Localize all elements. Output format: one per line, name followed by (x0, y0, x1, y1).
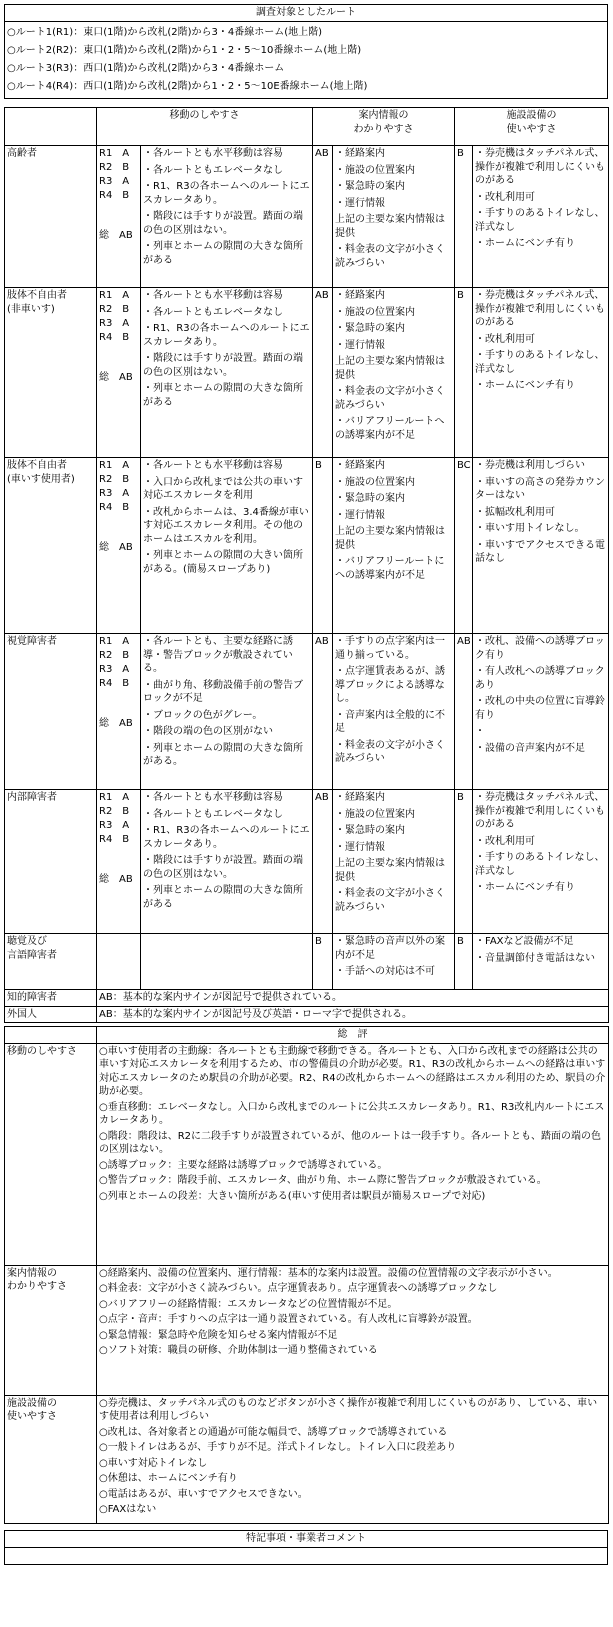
route-grade: R1 A (99, 460, 130, 471)
header-mobility: 移動のしやすさ (97, 108, 313, 146)
comment: ・曲がり角、移動設備手前の警告ブロックが不足 (143, 679, 303, 704)
summary-item: ○車いす対応トイレなし (99, 1457, 208, 1469)
comment: ・各ルートとも水平移動は容易 (143, 460, 283, 471)
facility-comments (473, 934, 609, 990)
route-grade: R3 A (99, 176, 130, 187)
summary-item: ○FAXはない (99, 1504, 157, 1515)
mobility-grades (97, 634, 141, 790)
assessment-wide-row (5, 990, 609, 1007)
comment: ・各ルートとも水平移動は容易 (143, 290, 283, 301)
comment: ・R1、R3の各ホームへのルートにエスカレータあり。 (143, 323, 310, 348)
group-label: 外国人 (5, 1006, 97, 1023)
route-grade: R4 B (99, 502, 130, 513)
comment: ・拡幅改札利用可 (475, 506, 555, 518)
comment: ・改札利用可 (475, 835, 535, 847)
comment: ・バリアフリールートにへの誘導案内が不足 (335, 556, 445, 581)
assessment-row (5, 934, 609, 990)
route-grade: R4 B (99, 834, 130, 845)
summary-item: ○緊急情報：緊急時や危険を知らせる案内情報が不足 (99, 1329, 338, 1341)
routes-list (5, 21, 608, 98)
summary-item: ○警告ブロック：階段手前、エスカレータ、曲がり角、ホーム際に警告ブロックが敷設されている。 (99, 1175, 547, 1186)
facility-grade: BC (455, 458, 473, 634)
mobility-grades (97, 288, 141, 458)
assessment-row (5, 634, 609, 790)
group-summary: AB：基本的な案内サインが図記号で提供されている。 (97, 990, 609, 1007)
comment: ・各ルートともエレベータなし (143, 808, 283, 820)
mobility-grades (97, 458, 141, 634)
route-grade: R4 B (99, 332, 130, 343)
comment: ・施設の位置案内 (335, 306, 415, 318)
route-grade: R1 A (99, 792, 130, 803)
route-grade: R1 A (99, 148, 130, 159)
comment: ・緊急時の音声以外の案内が不足 (335, 936, 445, 961)
route-grade: R4 B (99, 190, 130, 201)
header-info: 案内情報の わかりやすさ (313, 108, 455, 146)
mobility-comments (141, 146, 313, 288)
facility-comments (473, 288, 609, 458)
comment: ・施設の位置案内 (335, 164, 415, 176)
summary-item: ○車いす使用者の主動線：各ルートとも主動線で移動できる。各ルートとも、入口から改札までの経路は公共の車いす対応エスカレータを利用するため、市の警備員の介助が必要。R1、R3の改札からホームへの経路は車いす対応エスカレータのため駅員の介助が必要。R2、R4の改札からホームへの経路はエスカル利用のため、駅員の介助が必要。 (99, 1045, 606, 1097)
group-label: 肢体不自由者 (車いす使用者) (5, 458, 97, 634)
comment: ・施設の位置案内 (335, 808, 415, 820)
summary-table (4, 1026, 609, 1524)
route-grade: 総 AB (99, 874, 133, 885)
routes-title: 調査対象としたルート (5, 5, 608, 22)
corner-cell (5, 108, 97, 146)
comment: 上記の主要な案内情報は提供 (335, 214, 445, 239)
comment: ・料金表の文字が小さく読みづらい (335, 888, 445, 913)
notes-title: 特記事項・事業者コメント (5, 1531, 608, 1548)
comment: ・緊急時の案内 (335, 493, 405, 504)
comment: ・運行情報 (335, 841, 385, 853)
comment: ・経路案内 (335, 290, 385, 301)
header-facility: 施設設備の 使いやすさ (455, 108, 609, 146)
assessment-wide-row (5, 1006, 609, 1023)
summary-label: 案内情報の わかりやすさ (5, 1265, 97, 1395)
summary-item: ○休憩は、ホームにベンチ有り (99, 1473, 238, 1484)
comment: ・音量調節付き電話はない (475, 952, 595, 964)
route-grade: R2 B (99, 162, 130, 173)
notes-body (5, 1548, 608, 1565)
summary-item: ○経路案内、設備の位置案内、運行情報：基本的な案内は設置。設備の位置情報の文字表示が小さい。 (99, 1267, 558, 1279)
comment: ・入口から改札までは公共の車いす対応エスカレータを利用 (143, 476, 303, 501)
summary-item: ○一般トイレはあるが、手すりが不足。洋式トイレなし。トイレ入口に段差あり (99, 1442, 457, 1453)
comment: 上記の主要な案内情報は提供 (335, 356, 445, 381)
comment: ・階段には手すりが設置。踏面の端の色の区別はない。 (143, 211, 303, 236)
facility-comments (473, 790, 609, 934)
group-label: 視覚障害者 (5, 634, 97, 790)
comment: ・ホームにベンチ有り (475, 238, 575, 249)
mobility-comments (141, 288, 313, 458)
route-grade (99, 847, 138, 873)
comment: ・R1、R3の各ホームへのルートにエスカレータあり。 (143, 825, 310, 850)
summary-item: ○料金表：文字が小さく読みづらい。点字運賃表あり。点字運賃表への誘導ブロックなし (99, 1283, 498, 1294)
route-grade: R1 A (99, 290, 130, 301)
info-grade: AB (313, 146, 333, 288)
comment: ・施設の位置案内 (335, 476, 415, 488)
comment: ・階段の端の色の区別がない (143, 726, 273, 737)
comment: ・改札、設備への誘導ブロック有り (475, 636, 605, 661)
comment: ・R1、R3の各ホームへのルートにエスカレータあり。 (143, 181, 310, 206)
route-grade: R2 B (99, 474, 130, 485)
comment: ・緊急時の案内 (335, 825, 405, 836)
route-item: ○ルート4(R4)：西口(1階)から改札(2階)から1・2・5～10E番線ホーム(地上階) (7, 80, 368, 92)
comment: ・各ルートとも水平移動は容易 (143, 792, 283, 803)
comment: ・点字運賃表あるが、誘導ブロックによる誘導なし。 (335, 666, 445, 704)
summary-items (97, 1265, 609, 1395)
facility-grade: B (455, 288, 473, 458)
comment: ・券売機はタッチパネル式、操作が複雑で利用しにくいものがある (475, 792, 605, 830)
comment: ・改札利用可 (475, 191, 535, 203)
comment: ・車いすの高さの発券カウンターはない (475, 476, 605, 501)
summary-items (97, 1395, 609, 1523)
summary-item: ○誘導ブロック：主要な経路は誘導ブロックで誘導されている。 (99, 1159, 388, 1171)
route-grade: R4 B (99, 678, 130, 689)
comment: ・設備の音声案内が不足 (475, 742, 585, 754)
info-grade: AB (313, 634, 333, 790)
facility-comments (473, 458, 609, 634)
summary-section (5, 1265, 609, 1395)
summary-section (5, 1395, 609, 1523)
summary-item: ○バリアフリーの経路情報：エスカレータなどの位置情報が不足。 (99, 1298, 398, 1310)
comment: ・改札の中央の位置に盲導鈴有り (475, 696, 605, 721)
facility-grade: B (455, 790, 473, 934)
route-grade: R2 B (99, 806, 130, 817)
info-grade: B (313, 934, 333, 990)
assessment-table (4, 107, 609, 1023)
info-grade: B (313, 458, 333, 634)
route-grade (99, 691, 138, 717)
comment: 上記の主要な案内情報は提供 (335, 858, 445, 883)
comment: ・料金表の文字が小さく読みづらい (335, 739, 445, 764)
comment: ・券売機は利用しづらい (475, 460, 585, 471)
assessment-row (5, 146, 609, 288)
route-grade (99, 345, 138, 371)
comment: ・手すりのあるトイレなし、洋式なし (475, 852, 605, 877)
summary-label: 移動のしやすさ (5, 1043, 97, 1265)
facility-comments (473, 634, 609, 790)
comment: ・緊急時の案内 (335, 323, 405, 334)
route-item: ○ルート1(R1)：東口(1階)から改札(2階)から3・4番線ホーム(地上階) (7, 26, 323, 38)
summary-item: ○階段：階段は、R2に二段手すりが設置されているが、他のルートは一段手すり。各ルートとも、踏面の端の色の区別はない。 (99, 1130, 602, 1155)
route-grade: R3 A (99, 664, 130, 675)
route-grade: 総 AB (99, 230, 133, 241)
summary-item: ○改札は、各対象者との通過が可能な幅員で、誘導ブロックで誘導されている (99, 1426, 448, 1438)
comment: ・各ルートともエレベータなし (143, 306, 283, 318)
mobility-grades (97, 790, 141, 934)
route-grade: 総 AB (99, 372, 133, 383)
group-summary: AB：基本的な案内サインが図記号及び英語・ローマ字で提供される。 (97, 1006, 609, 1023)
comment: ・運行情報 (335, 339, 385, 351)
summary-title: 総 評 (97, 1027, 609, 1044)
comment: ・経路案内 (335, 148, 385, 159)
route-grade: 総 AB (99, 542, 133, 553)
route-grade: R3 A (99, 820, 130, 831)
comment: ・バリアフリールートへの誘導案内が不足 (335, 416, 445, 441)
facility-grade: AB (455, 634, 473, 790)
mobility-comments (141, 458, 313, 634)
comment: ・ (475, 726, 485, 737)
info-comments (333, 458, 455, 634)
summary-item: ○券売機は、タッチパネル式のものなどボタンが小さく操作が複雑で利用しにくいものがあり、している、車いす使用者は利用しづらい (99, 1397, 598, 1422)
route-grade: 総 AB (99, 718, 133, 729)
route-grade: R3 A (99, 318, 130, 329)
summary-section (5, 1043, 609, 1265)
route-item: ○ルート3(R3)：西口(1階)から改札(2階)から3・4番線ホーム (7, 62, 285, 74)
comment: ・車いす用トイレなし。 (475, 523, 585, 534)
info-comments (333, 634, 455, 790)
route-item: ○ルート2(R2)：東口(1階)から改札(2階)から1・2・5～10番線ホーム(地上階) (7, 44, 362, 56)
route-grade: R3 A (99, 488, 130, 499)
comment: ・階段には手すりが設置。踏面の端の色の区別はない。 (143, 353, 303, 378)
comment: ・音声案内は全般的に不足 (335, 709, 445, 734)
comment: ・各ルートとも、主要な経路に誘導・警告ブロックが敷設されている。 (143, 636, 293, 674)
comment: ・緊急時の案内 (335, 181, 405, 192)
group-label: 聴覚及び 言語障害者 (5, 934, 97, 990)
route-grade: R2 B (99, 304, 130, 315)
route-grade: R1 A (99, 636, 130, 647)
comment: ・手話への対応は不可 (335, 966, 435, 977)
assessment-row (5, 288, 609, 458)
info-comments (333, 288, 455, 458)
comment: ・経路案内 (335, 460, 385, 471)
summary-item: ○ソフト対策：職員の研修、介助体制は一通り整備されている (99, 1345, 378, 1356)
comment: ・料金表の文字が小さく読みづらい (335, 244, 445, 269)
assessment-row (5, 790, 609, 934)
notes-table (4, 1530, 608, 1565)
route-grade: R2 B (99, 650, 130, 661)
info-grade: AB (313, 790, 333, 934)
comment: ・運行情報 (335, 509, 385, 521)
mobility-grades (97, 934, 141, 990)
summary-item: ○列車とホームの段差：大きい箇所がある(車いす使用者は駅員が簡易スロープで対応) (99, 1190, 486, 1202)
info-grade: AB (313, 288, 333, 458)
mobility-grades (97, 146, 141, 288)
comment: ・列車とホームの隙間の大きな箇所がある (143, 241, 303, 266)
comment: ・列車とホームの隙間の大きい箇所がある。(簡易スロープあり) (143, 550, 303, 575)
facility-grade: B (455, 146, 473, 288)
comment: ・経路案内 (335, 792, 385, 803)
comment: ・手すりのあるトイレなし、洋式なし (475, 350, 605, 375)
comment: ・各ルートともエレベータなし (143, 164, 283, 176)
comment: ・各ルートとも水平移動は容易 (143, 148, 283, 159)
summary-item: ○電話はあるが、車いすでアクセスできない。 (99, 1488, 308, 1500)
comment: ・手すりのあるトイレなし、洋式なし (475, 208, 605, 233)
summary-label: 施設設備の 使いやすさ (5, 1395, 97, 1523)
mobility-comments (141, 634, 313, 790)
comment: ・料金表の文字が小さく読みづらい (335, 386, 445, 411)
group-label: 内部障害者 (5, 790, 97, 934)
comment: ・車いすでアクセスできる電話なし (475, 539, 605, 564)
summary-item: ○垂直移動：エレベータなし。入口から改札までのルートに公共エスカレータあり。R1、R3改札内ルートにエスカレータあり。 (99, 1101, 605, 1126)
comment: ・改札からホームは、3.4番線が車いす対応エスカレータ利用。その他のホームはエスカルを利用。 (143, 506, 309, 545)
summary-item: ○点字・音声：手すりへの点字は一通り設置されている。有人改札に盲導鈴が設置。 (99, 1314, 478, 1325)
mobility-comments (141, 934, 313, 990)
facility-comments (473, 146, 609, 288)
comment: ・運行情報 (335, 197, 385, 209)
comment: ・券売機はタッチパネル式、操作が複雑で利用しにくいものがある (475, 148, 605, 186)
routes-table (4, 4, 608, 99)
facility-grade: B (455, 934, 473, 990)
comment: 上記の主要な案内情報は提供 (335, 526, 445, 551)
summary-corner (5, 1027, 97, 1044)
comment: ・FAXなど設備が不足 (475, 936, 574, 947)
comment: ・手すりの点字案内は一通り揃っている。 (335, 636, 445, 661)
comment: ・ブロックの色がグレー。 (143, 709, 263, 721)
group-label: 知的障害者 (5, 990, 97, 1007)
comment: ・ホームにベンチ有り (475, 882, 575, 893)
comment: ・列車とホームの隙間の大きな箇所がある (143, 885, 303, 910)
route-grade (99, 515, 138, 541)
comment: ・列車とホームの隙間の大きな箇所がある。 (143, 742, 303, 767)
mobility-comments (141, 790, 313, 934)
assessment-row (5, 458, 609, 634)
summary-items (97, 1043, 609, 1265)
info-comments (333, 790, 455, 934)
group-label: 肢体不自由者 (非車いす) (5, 288, 97, 458)
comment: ・ホームにベンチ有り (475, 380, 575, 391)
comment: ・改札利用可 (475, 333, 535, 345)
comment: ・券売機はタッチパネル式、操作が複雑で利用しにくいものがある (475, 290, 605, 328)
comment: ・列車とホームの隙間の大きな箇所がある (143, 383, 303, 408)
group-label: 高齢者 (5, 146, 97, 288)
comment: ・有人改札への誘導ブロックあり (475, 666, 605, 691)
info-comments (333, 146, 455, 288)
info-comments (333, 934, 455, 990)
route-grade (99, 203, 138, 229)
comment: ・階段には手すりが設置。踏面の端の色の区別はない。 (143, 855, 303, 880)
